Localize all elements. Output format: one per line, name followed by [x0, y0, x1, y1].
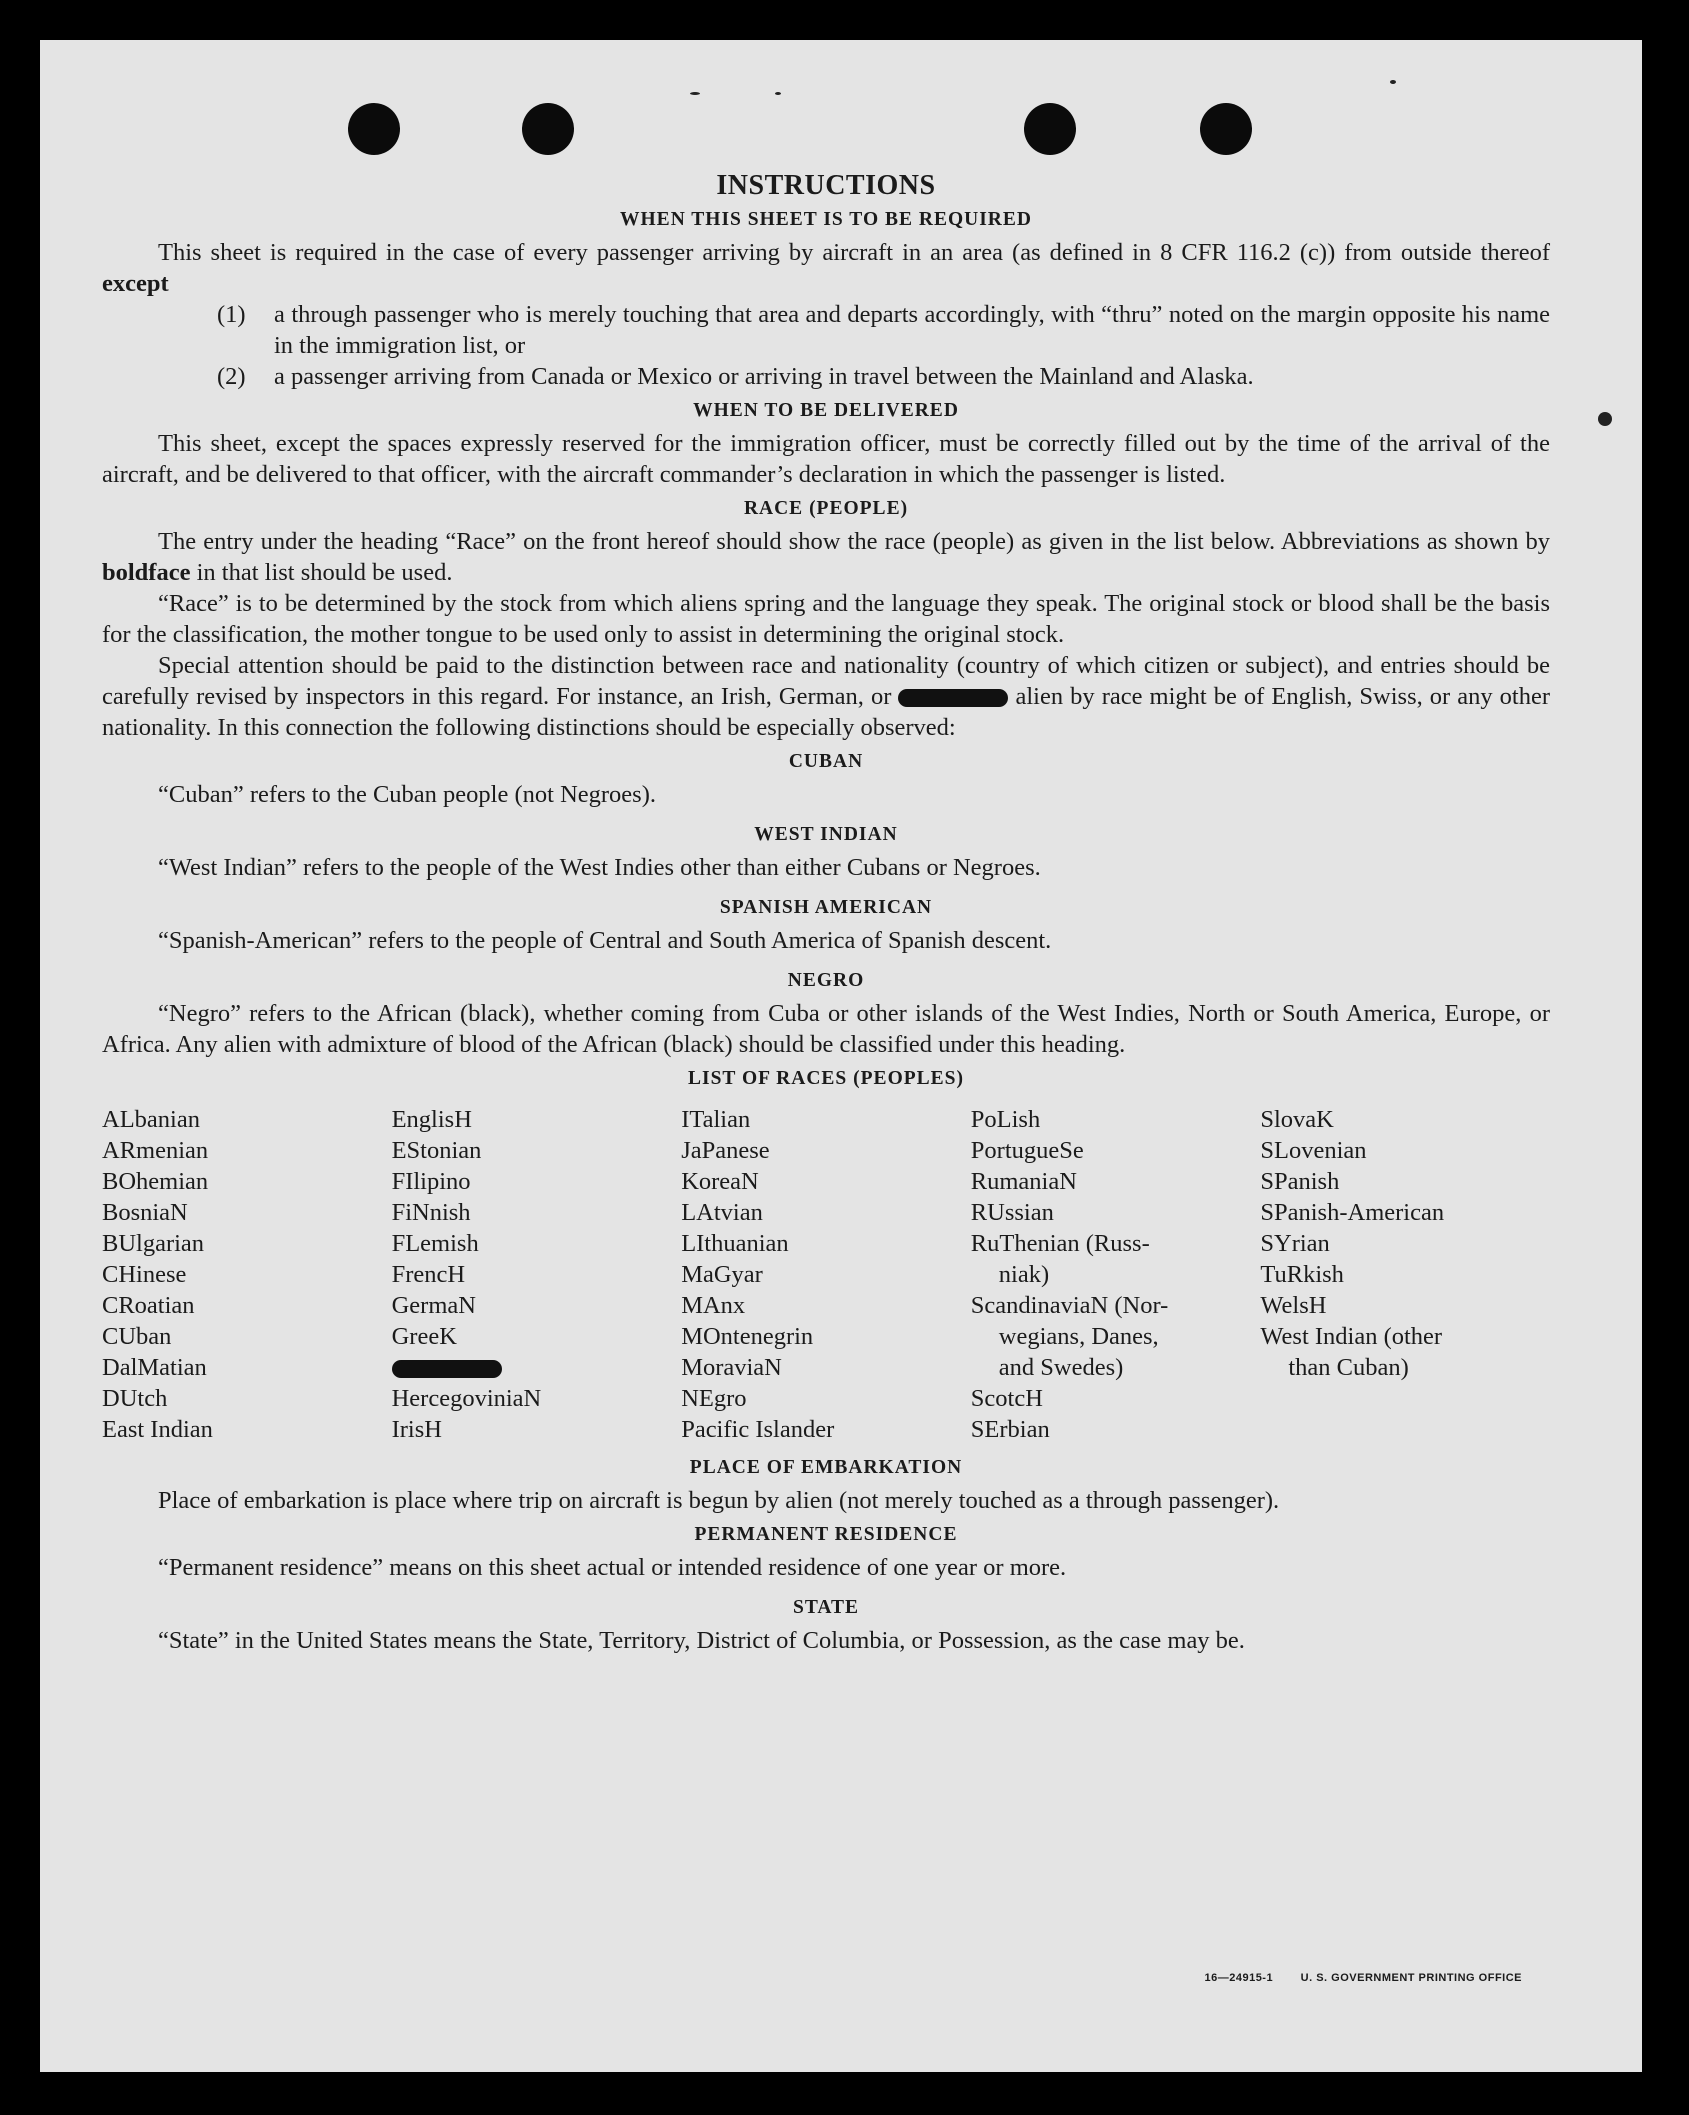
- race-entry: MaGyar: [681, 1261, 763, 1288]
- ink-speck: [1598, 412, 1612, 426]
- race-entry: SPanish: [1260, 1168, 1340, 1195]
- race-entry: PortugueSe: [970, 1137, 1084, 1164]
- item-text: a passenger arriving from Canada or Mexico or arriving in travel between the Mainland and Alaska.: [274, 363, 1254, 390]
- race-entry: CRoatian: [102, 1292, 195, 1319]
- race-entry: BOhemian: [102, 1168, 209, 1195]
- race-entry: SErbian: [970, 1416, 1050, 1443]
- page-title: INSTRUCTIONS: [716, 170, 936, 201]
- printer-imprint: U. S. GOVERNMENT PRINTING OFFICE: [1300, 1972, 1522, 1984]
- race-entry: JaPanese: [681, 1137, 770, 1164]
- emphasis-text: except: [102, 270, 169, 297]
- race-entry: FIlipino: [391, 1168, 471, 1195]
- race-entry: DUtch: [102, 1385, 168, 1412]
- race-entry: West Indian (other: [1260, 1323, 1443, 1350]
- ink-speck: [1390, 80, 1396, 84]
- race-entry: EnglisH: [391, 1106, 472, 1133]
- race-entry-redacted: [392, 1352, 682, 1383]
- paragraph: “State” in the United States means the State, Territory, District of Columbia, or Possession, as the case may be.: [158, 1627, 1245, 1654]
- race-entry: MoraviaN: [681, 1354, 782, 1381]
- section-heading: RACE (PEOPLE): [743, 498, 909, 519]
- race-entry: FiNnish: [391, 1199, 471, 1226]
- race-entry: East Indian: [102, 1416, 213, 1443]
- paragraph-text: 116.2 (c)) from outside thereof: [1236, 239, 1550, 266]
- race-entry: MOntenegrin: [681, 1323, 814, 1350]
- race-entry: SYrian: [1260, 1230, 1330, 1257]
- race-entry-continued: wegians, Danes,: [998, 1323, 1159, 1350]
- paragraph: [102, 526, 1550, 588]
- race-entry: FrencH: [391, 1261, 466, 1288]
- paragraph: [102, 237, 1550, 299]
- paragraph: “West Indian” refers to the people of the West Indies other than either Cubans or Negroes.: [158, 854, 1041, 881]
- race-entry-continued: and Swedes): [998, 1354, 1124, 1381]
- race-entry: CHinese: [102, 1261, 187, 1288]
- section-heading: SPANISH AMERICAN: [719, 897, 933, 918]
- race-entry: RuThenian (Russ-: [970, 1230, 1150, 1257]
- section-heading: PLACE OF EMBARKATION: [689, 1457, 963, 1478]
- race-entry-continued: niak): [998, 1261, 1050, 1288]
- item-number: (1): [217, 301, 246, 328]
- race-entry: GreeK: [391, 1323, 457, 1350]
- race-entry: RumaniaN: [970, 1168, 1077, 1195]
- paragraph: “Cuban” refers to the Cuban people (not Negroes).: [158, 781, 656, 808]
- paragraph: [102, 650, 1550, 743]
- paragraph-text: This sheet is required in the case of every passenger arriving by aircraft in an area (as defined in 8 CFR: [158, 239, 1228, 266]
- race-column: [681, 1104, 971, 1445]
- race-entry: ITalian: [681, 1106, 751, 1133]
- redaction-mark: [898, 689, 1008, 707]
- paragraph-text: in that list should be used.: [190, 559, 453, 586]
- instructions-body: [102, 170, 1550, 1656]
- punch-hole: [522, 103, 574, 155]
- punch-hole: [348, 103, 400, 155]
- paragraph: “Permanent residence” means on this sheet actual or intended residence of one year or more.: [158, 1554, 1067, 1581]
- race-entry-continued: than Cuban): [1288, 1354, 1409, 1381]
- race-entry: TuRkish: [1260, 1261, 1344, 1288]
- race-column: [1260, 1104, 1550, 1445]
- race-entry: RUssian: [970, 1199, 1054, 1226]
- race-entry: EStonian: [391, 1137, 482, 1164]
- paragraph: “Negro” refers to the African (black), whether coming from Cuba or other islands of the West Indies, North or South America, Europe, or Africa. Any alien with admixture of blood of the African (black) should be classified under this heading.: [102, 1000, 1550, 1058]
- paragraph: Place of embarkation is place where trip on aircraft is begun by alien (not merely touched as a through passenger).: [158, 1487, 1280, 1514]
- section-heading: STATE: [792, 1597, 860, 1618]
- race-entry: MAnx: [681, 1292, 746, 1319]
- race-entry: Pacific Islander: [681, 1416, 835, 1443]
- race-column: [971, 1104, 1261, 1445]
- paragraph: “Race” is to be determined by the stock from which aliens spring and the language they speak. The original stock or blood shall be the basis for the classification, the mother tongue to be used only to assist in determining the original stock.: [102, 590, 1550, 648]
- race-entry: CUban: [102, 1323, 172, 1350]
- race-entry: ARmenian: [102, 1137, 209, 1164]
- ink-speck: [775, 92, 781, 95]
- punch-hole: [1200, 103, 1252, 155]
- race-entry: ScandinaviaN (Nor-: [970, 1292, 1169, 1319]
- section-heading: CUBAN: [788, 751, 864, 772]
- paragraph: This sheet, except the spaces expressly reserved for the immigration officer, must be correctly filled out by the time of the arrival of the aircraft, and be delivered to that officer, with the aircraft commander’s declaration in which the passenger is listed.: [102, 430, 1550, 488]
- race-entry: WelsH: [1260, 1292, 1327, 1319]
- race-entry: GermaN: [391, 1292, 476, 1319]
- paragraph: “Spanish-American” refers to the people of Central and South America of Spanish descent.: [158, 927, 1052, 954]
- ink-speck: [690, 92, 700, 95]
- race-entry: HercegoviniaN: [391, 1385, 542, 1412]
- list-item: [102, 361, 1550, 392]
- race-entry: SLovenian: [1260, 1137, 1367, 1164]
- race-entry: DalMatian: [102, 1354, 207, 1381]
- redaction-mark: [392, 1360, 502, 1378]
- punch-hole: [1024, 103, 1076, 155]
- race-entry: NEgro: [681, 1385, 747, 1412]
- race-entry: LIthuanian: [681, 1230, 789, 1257]
- section-heading: NEGRO: [787, 970, 865, 991]
- paragraph-text: alien by race might be of English, Swiss, or any other nationality. In this connection the following distinctions should be especially observed:: [102, 683, 1550, 741]
- race-entry: SlovaK: [1260, 1106, 1334, 1133]
- race-entry: IrisH: [391, 1416, 442, 1443]
- race-entry: BUlgarian: [102, 1230, 205, 1257]
- emphasis-text: boldface: [102, 559, 191, 586]
- paragraph-text: Special attention should be paid to the distinction between race and nationality (country of which citizen or subject), and entries should be carefully revised by inspectors in this regard. For instance, an Irish, German, or: [102, 652, 1550, 710]
- list-item: [102, 299, 1550, 361]
- race-entry: ALbanian: [102, 1106, 200, 1133]
- race-entry: FLemish: [391, 1230, 479, 1257]
- section-heading: WHEN THIS SHEET IS TO BE REQUIRED: [620, 209, 1032, 230]
- race-entry: BosniaN: [102, 1199, 188, 1226]
- item-number: (2): [217, 363, 246, 390]
- race-entry: SPanish-American: [1260, 1199, 1445, 1226]
- section-heading: WHEN TO BE DELIVERED: [693, 400, 959, 421]
- race-entry: PoLish: [970, 1106, 1041, 1133]
- form-footer: [1180, 1972, 1522, 1984]
- item-text: a through passenger who is merely touching that area and departs accordingly, with “thru” noted on the margin opposite his name in the immigration list, or: [274, 301, 1550, 359]
- form-number: 16—24915-1: [1204, 1972, 1274, 1984]
- race-column: [102, 1104, 392, 1445]
- race-column: [392, 1104, 682, 1445]
- race-list: [102, 1104, 1550, 1445]
- race-entry: LAtvian: [681, 1199, 763, 1226]
- race-entry: KoreaN: [681, 1168, 759, 1195]
- section-heading: LIST OF RACES (PEOPLES): [687, 1068, 964, 1089]
- race-entry: ScotcH: [970, 1385, 1043, 1412]
- section-heading: WEST INDIAN: [754, 824, 898, 845]
- paragraph-text: The entry under the heading “Race” on the front hereof should show the race (people) as given in the list below. Abbreviations as shown by: [158, 528, 1550, 555]
- section-heading: PERMANENT RESIDENCE: [694, 1524, 958, 1545]
- document-sheet: [40, 40, 1642, 2072]
